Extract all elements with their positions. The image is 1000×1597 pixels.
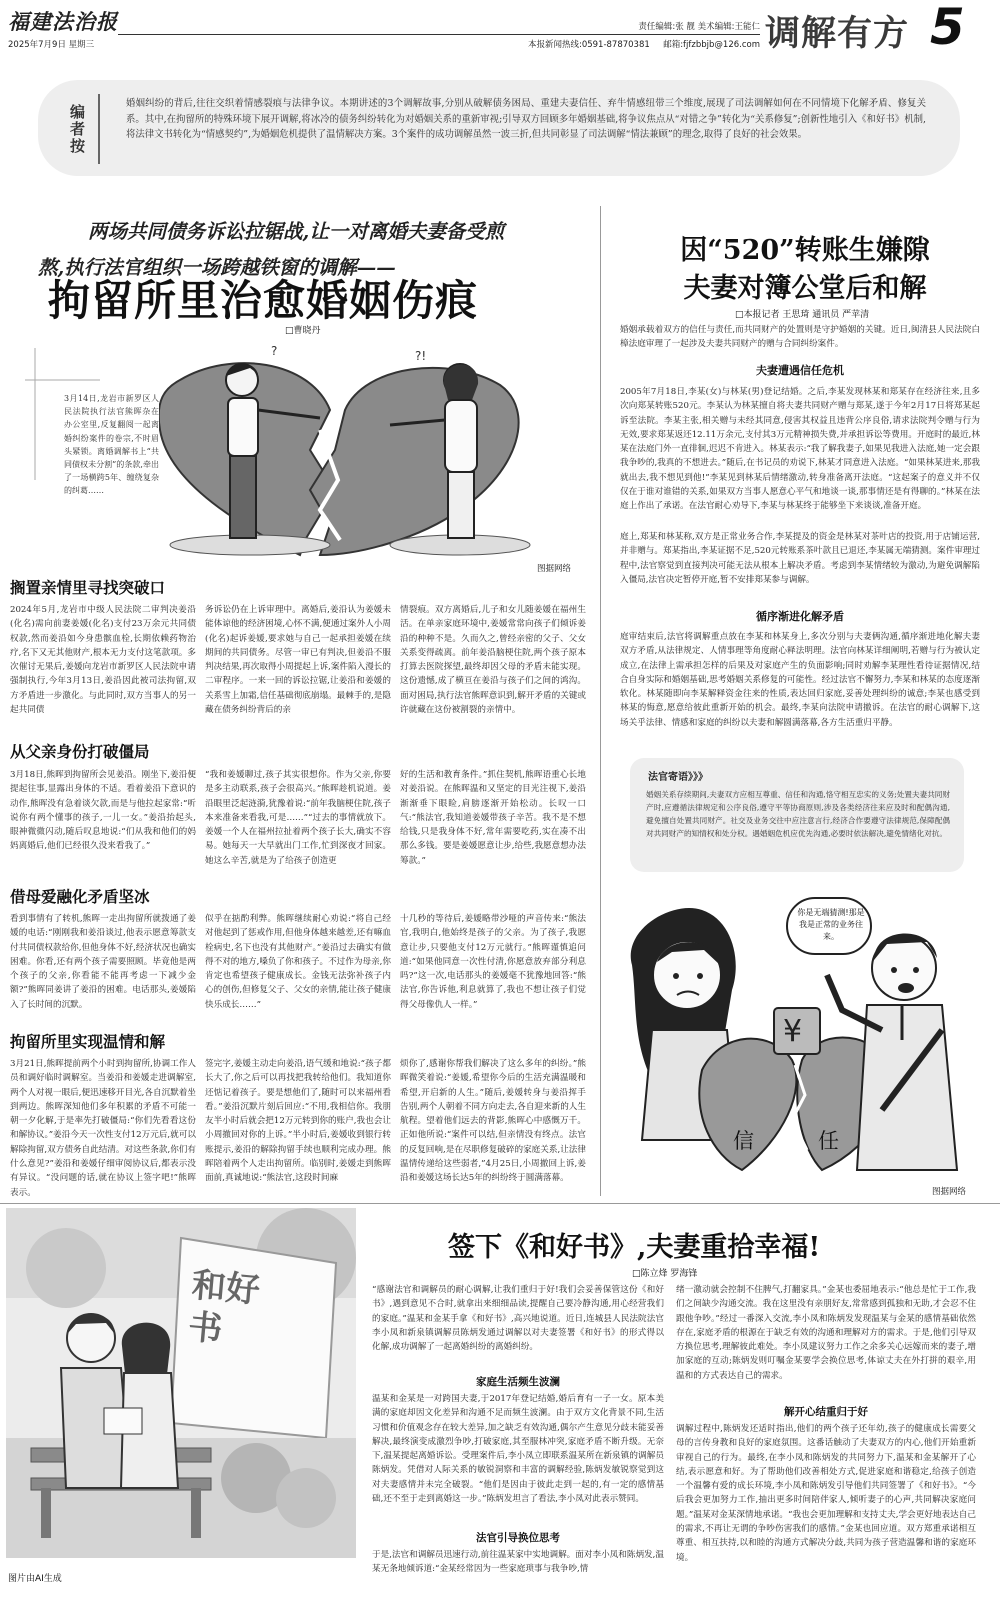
email-address: 邮箱:fjfzbbjb@126.com (663, 40, 760, 50)
article1-section3-title: 借母爱融化矛盾坚冰 (10, 888, 150, 906)
page-number: 5 (930, 0, 965, 56)
section-title: 调解有方 (765, 13, 910, 54)
article3-col2-text2: 调解过程中,陈炳发还适时指出,他们的两个孩子还年幼,孩子的健康成长需要父母的言传身教和良好的家庭氛围。这番话触动了夫妻双方的内心,他们开始重新审视自己的行为。最终,在李小凤和陈炳发的共同努力下,温某和金某解开了心结,表示愿意和好。为了帮助他们改善相处方式,促进家庭和谐稳定,给孩子创造一个温馨有爱的成长环境,李小凤和陈炳发引导他们共同签署了《和好书》。“今后我会更加努力工作,抽出更多时间陪伴家人,倾听妻子的心声,共同解决家庭问题。”温某对金某深情地承诺。“我也会更加理解和支持丈夫,学会更好地表达自己的需求,不再让无谓的争吵伤害我们的感情。”金某也回应道。双方郑重承诺相互尊重、相互扶持,以和睦的沟通方式解决分歧,共同为孩子营造温馨和谐的家庭环境。 (676, 1424, 976, 1563)
article3-col1-subtitle2: 法官引导换位思考 (476, 1532, 560, 1544)
editor-note-box (38, 80, 960, 176)
paper-name: 福建法治报 (8, 9, 118, 34)
article1-title: 拘留所里治愈婚姻伤痕 (48, 276, 479, 325)
editors-credit: 责任编辑:张 靓 美术编辑:王能仁 (638, 22, 760, 32)
article1-byline: □曹晓丹 (285, 326, 321, 336)
judge-message-title: 法官寄语》》》 (648, 772, 708, 783)
issue-date: 2025年7月9日 (8, 40, 66, 50)
article3-col1-lead: “感谢法官和调解员的耐心调解,让我们重归于好!我们会妥善保管这份《和好书》,遇到意见不合时,就拿出来细细品读,提醒自己要冷静沟通,用心经营我们的家庭。”温某和金某手拿《和好书》,高兴地说道。近日,连城县人民法院法官李小凤和新泉镇调解员陈炳发通过调解以对夫妻签署《和好书》的形式得以化解,成功调解了一起离婚纠纷的离婚纠纷。 (372, 1285, 664, 1353)
article3-col1-subtitle1: 家庭生活频生波澜 (476, 1376, 560, 1388)
article3-col1-text2: 于是,法官和调解员迅速行动,前往温某家中实地调解。面对李小凤和陈炳发,温某无条地倾诉道:“金某经常因为一些家庭琐事与我争吵,情 (372, 1550, 664, 1575)
article2-title-2: 夫妻对簿公堂后和解 (683, 273, 927, 304)
article1-section2-col3: 好的生活和教育条件。”抓住契机,熊晖语重心长地对姜沿说。在熊晖温和又坚定的目光注视下,姜沿渐渐垂下眼睑,肩膀逐渐开始松动。长叹一口气:“熊法官,我知道姜媛带孩子辛苦。我不是不想给钱,只是我身体不好,常年需要吃药,实在凑不出那么多钱。要是姜媛愿意让步,给些,我愿意想办法筹款。” (400, 770, 586, 866)
article3-image-caption: 图片由AI生成 (8, 1574, 62, 1584)
article1-section3-col2: 似乎在掂酌利弊。熊晖继续耐心劝说:“将自己经对他起到了惩戒作用,但他身体越来越差,还有嘛血栓病史,名下也没有其他财产。”姜沿过去确实有做得不对的地方,嗓负了你和孩子。不过作为母亲,你肯定也希望孩子健康成长。金钱无法弥补孩子内心的创伤,但修复父子、父女的亲情,能让孩子健康快乐成长……” (205, 914, 391, 1010)
article1-section1-title: 搁置亲情里寻找突破口 (10, 579, 166, 597)
article2-byline: □本报记者 王思琦 通讯员 严苹清 (735, 310, 870, 320)
article1-section3-col3: 十几秒的等待后,姜媛略带沙哑的声音传来:“熊法官,我明白,他始终是孩子的父亲。为了孩子,我愿意让步,只要他支付12万元就行。”熊晖谨慎追问道:“如果他同意一次性付清,你愿意放弃部分利息吗?”这一次,电话那头的姜媛毫不犹豫地回答:“熊法官,你告诉他,利息就算了,我也不想让孩子们觉得父母像仇人一样。” (400, 914, 586, 1010)
issue-weekday: 星期三 (68, 40, 95, 50)
svg-text:?: ? (271, 344, 278, 358)
news-hotline: 本报新闻热线:0591-87870381 (527, 40, 650, 50)
article1-section4-title: 拘留所里实现温情和解 (10, 1033, 166, 1051)
svg-text:?!: ?! (415, 349, 427, 363)
article3-col1-text1: 温某和金某是一对跨国夫妻,于2017年登记结婚,婚后育有一子一女。原本美满的家庭却因文化差异和沟通不足而频生波澜。由于双方文化背景不同,生活习惯和价值观念存在较大差异,加之缺乏有效沟通,偶尔产生意见分歧未能妥善解决,最终演变成激烈争吵,打破家庭,其至服林冲突,家庭矛盾不断升级。无奈下,温某提起离婚诉讼。受理案件后,李小凤立即联系温某所在新泉镇的调解员陈炳发。凭借对人际关系的敏锐洞察和丰富的调解经验,陈炳发敏锐察觉到这对夫妻感情并未完全破裂。“他们是因由于彼此走到一起的,有一定的感情基础,还不至于走到离婚这一步。”陈炳发坦言了看法,李小凤对此表示赞同。 (372, 1394, 664, 1505)
svg-text:¥: ¥ (783, 1014, 803, 1049)
article1-section1-col1: 2024年5月,龙岩市中级人民法院二审判决姜沿(化名)需向前妻姜媛(化名)支付23万余元共同债权款,然而姜沿如今身患髌血栓,长期依赖药物治疗,名下又无其他财产,根本无力支付这笔款项。多次催讨无果后,姜媛向龙岩市新罗区人民法院申请强制执行,今年3月13日,姜沿因此被司法拘留,双方矛盾进一步激化。与此同时,双方当事人的另一起共同债 (10, 605, 196, 716)
article2-lead: 婚姻承载着双方的信任与责任,而共同财产的处置则是守护婚姻的关键。近日,闽清县人民法院白樟法庭审理了一起涉及夫妻共同财产的赠与合同纠纷案件。 (620, 325, 980, 350)
article1-kicker-2: 熬,执行法官组织一场跨越铁窗的调解—— (38, 256, 396, 279)
article2-section1-title: 夫妻遭遇信任危机 (756, 364, 844, 377)
editor-note-label: 编者按 (70, 103, 86, 155)
article3-col2-subtitle: 解开心结重归于好 (784, 1406, 868, 1418)
article1-section2-col2: “我和姜媛聊过,孩子其实很想你。作为父亲,你要是多主动联系,孩子会很高兴。”熊晖趁机说道。姜沿眼里泛起涟漪,犹豫着说:“前年我脑梗住院,孩子本来准备来看我,可是……”“过去的事情就放下。姜媛一个人在福州拉扯着两个孩子长大,确实不容易。她每天一大早就出门工作,忙到深夜才回家。她这么辛苦,就是为了给孩子创造更 (205, 770, 391, 866)
article1-section2-col1: 3月18日,熊晖到拘留所会见姜沿。刚坐下,姜沿便提起往事,显露出身体的不适。看着姜沿下意识的动作,熊晖没有急着谈欠款,而是与他拉起家常:“听说你有两个懂事的孩子,一儿一女。”姜沿抬起头,眼神微微闪动,随后叹息地说:“们从我和他们的妈妈离婚后,他们已经很久没来看我了。” (10, 770, 196, 852)
article1-pull-quote: 3月14日,龙岩市新罗区人民法院执行法官熊晖杂在办公室里,反复翻阅一起离婚纠纷案件的卷宗,不时眉头紧锁。离婚调解书上“共同债权未分割”的条款,牵出了一场横跨5年、缠绕复杂的纠葛…… (64, 392, 159, 498)
reconciliation-illustration (6, 1208, 356, 1558)
article1-section4-col3: 烦你了,感谢你帮我们解决了这么多年的纠纷。”熊晖微笑着说:“姜媛,希望你今后的生活充满温暖和希望,开启新的人生。”随后,姜媛转身与姜沿挥手告别,两个人朝着不同方向走去,各自迎来新的人生航程。望着他们远去的背影,熊晖心中感慨万千。正如他所说:“案件可以结,但亲情没有终点。法官的反复回响,是在尽职修复破碎的家庭关系,让法律温情传递给这些弱者,”4月25日,小周撤回上诉,姜沿和姜媛这场长达5年的纠纷终于圆满落幕。 (400, 1059, 586, 1184)
article3-title: 签下《和好书》,夫妻重拾幸福! (448, 1232, 821, 1263)
article1-section1-col2: 务诉讼仍在上诉审理中。离婚后,姜沿认为姜媛未能体谅他的经济困境,心怀不满,便通过案外人小周(化名)起诉姜媛,要求她与自己一起承担姜媛在续期间的共同债务。尽管一审已有判决,但姜沿不服判决结果,再次取得小周提起上诉,案件陷入漫长的二审程序。一来一回的诉讼拉锯,让姜沿和姜媛的关系雪上加霜,信任基础彻底崩塌。最棘手的,是隐藏在债务纠纷背后的亲 (205, 605, 391, 716)
article1-section4-col1: 3月21日,熊晖提前两个小时到拘留所,协调工作人员和调好临时调解室。当姜沿和姜媛走进调解室,两个人对视一眼后,便迅速移开目光,各自沉默着坐到两边。熊晖深知他们多年积累的矛盾不可能一朝一夕化解,于是率先打破僵局:“你们先看看这份和解协议。”姜沿今天一次性支付12万元后,就可以解除拘留,双方债务自此结清。对这些条款,你们有什么意见?”姜沿和姜媛仔细审阅协议后,都表示没有异议。“没问题的话,就在协议上签字吧!”熊晖表示。 (10, 1059, 196, 1198)
article3-byline: □陈立烽 罗海锋 (632, 1269, 698, 1279)
speech-bubble (786, 897, 872, 955)
article1-section1-col3: 情裂痕。双方离婚后,儿子和女儿随姜媛在福州生活。在单亲家庭环境中,姜媛常常向孩子们倾诉姜沿的种种不是。久而久之,曾经亲密的父子、父女关系变得疏离。前年姜沿脑梗住院,两个孩子原本打算去医院探望,最终却因父母的矛盾未能实现。这份遗憾,成了横亘在姜沿与孩子们之间的鸿沟。面对困局,执行法官熊晖意识到,解开矛盾的关键或许就藏在这份被割裂的亲情中。 (400, 605, 586, 716)
article1-section2-title: 从父亲身份打破僵局 (10, 743, 150, 761)
judge-message-text: 婚姻关系存续期间,夫妻双方应相互尊重、信任和沟通,恪守相互忠实的义务;处置夫妻共同财产时,应遵循法律规定和公序良俗,遵守平等协商原则,涉及各类经济往来应及时和配偶沟通,避免擅自处置共同财产。社交及业务交往中应注意言行,经济合作要遵守法律规范,保障配偶对共同财产的知情权和处分权。遇婚姻危机应优先沟通,必要时依法解决,避免情绪化对抗。 (646, 790, 950, 838)
article3-col2-text1: 绪一激动就会控制不住脾气,打翻家具。”金某也委屈地表示:“他总是忙于工作,我们之间缺少沟通交流。我在这里没有亲朋好友,常常感到孤独和无助,才会忍不住跟他争吵。”经过一番深入交流,李小凤和陈炳发发现温某与金某的感情基础依然存在,家庭矛盾的根源在于缺乏有效的沟通和理解对方的需求。于是,他们引导双方换位思考,理解彼此难处。李小凤建议努力工作之余多关心远嫁而来的妻子,增加家庭的互动;陈炳发则叮嘱金某要学会换位思考,体谅丈夫在外打拼的艰辛,用温和的方式表达自己的需求。 (676, 1285, 976, 1381)
article1-section4-col2: 签完字,姜媛主动走向姜沿,语气缓和地说:“孩子都长大了,你之后可以再找把我转给他们。我知道你还惦记着孩子。要是想他们了,随时可以来福州看看。”姜沿沉默片刻后回应:“不用,我相信你。我朋友半小时后就会把12万元转到你的账户,我也会让小周撤回对你的上诉。”半小时后,姜媛收到银行转账提示,姜沿的解除拘留手续也顺利完成办理。熊晖陪着两个人走出拘留所。临别时,姜媛走到熊晖面前,真诚地说:“熊法官,这段时间麻 (205, 1059, 391, 1184)
article2-image-credit: 图据网络 (932, 1187, 967, 1197)
article1-kicker-1: 两场共同债务诉讼拉锯战,让一对离婚夫妻备受煎 (88, 220, 505, 243)
article1-image-credit: 图据网络 (537, 564, 572, 574)
article2-section1-text: 2005年7月18日,李某(女)与林某(男)登记结婚。之后,李某发现林某和郑某存在经济往来,且多次向郑某转账520元。李某认为林某擅自将夫妻共同财产赠与郑某,遂于今年2月17日将郑某起诉至法院。李某主张,相关赠与未经其同意,侵害其权益且违背公序良俗,请求法院判令赠与行为无效,要求郑某返还12.11万余元,支付其3万元精神损失费,并承担诉讼等费用。开庭时的最近,林某在法庭门外一直徘徊,迟迟不肯进入。林某表示:“我了解我妻子,如果见我进入法庭,她一定会跟我争吵的,我真的不想进去。”随后,在书记员的劝说下,林某才同意进入法庭。“如果林某进来,那我就出去,我不想见到他!”李某见到林某后情绪激动,转身准备离开法庭。“这起案子的意义并不仅仅在于谁对谁错的关系,如果双方当事人愿意心平气和地谈一谈,那事情还是有得聊的。”林某在法庭上作出了承诺。在法官耐心劝导下,李某与林某终于能够坐下来谈谈,准备开庭。 (620, 387, 980, 512)
article2-section2-text: 庭审结束后,法官将调解重点放在李某和林某身上,多次分别与夫妻俩沟通,循序渐进地化解夫妻双方矛盾,从法律规定、人情事理等角度耐心释法明理。法官向林某详细阐明,若赠与行为被认定成立,在法律上需承担怎样的后果及对家庭产生的负面影响;同时劝解李某理性看待证据情况,结合自身实际和婚姻基础,思考婚姻关系修复的可能性。经过法官不懈努力,李某和林某的态度逐渐软化。林某随即向李某解释资金往来的性质,表达回归家庭,妥善处理纠纷的诚意;李某也感受到林某的悔意,愿意给彼此重新开始的机会。最终,李某向法院申请撤诉。在法官的耐心调解下,这场关乎法律、情感和家庭的纠纷以夫妻和解圆满落幕,各方生活重归平静。 (620, 632, 980, 728)
judge-message-box (630, 758, 964, 872)
article2-section2-title: 循序渐进化解矛盾 (756, 610, 844, 623)
heart-label-right: 任 (818, 1129, 839, 1153)
article2-title-1: 因“520”转账生嫌隙 (680, 235, 930, 266)
heart-label-left: 信 (733, 1129, 754, 1153)
article1-section3-col1: 看到事情有了转机,熊晖一走出拘留所就拨通了姜媛的电话:“刚刚我和姜沿谈过,他表示愿意筹款支付共同债权款给你,但他身体不好,经济状况也确实困难。你看,还有两个孩子需要照顾。毕竟他是两个孩子的父亲,你看能不能再考虑一下减少金额?”熊晖同姜讲了姜沿的困难。电话那头,姜媛陷入了长时间的沉默。 (10, 914, 196, 1010)
reconciliation-sign-text: 和好书 (186, 1265, 262, 1350)
speech-bubble-text: 你是无端猜测!那是我是正常的业务往来。 (797, 908, 865, 941)
editor-note-text: 婚姻纠纷的背后,往往交织着情感裂痕与法律争议。本期讲述的3个调解故事,分别从破解债务困局、重建夫妻信任、弃牛情感纽带三个维度,展现了司法调解如何在不同情境下化解矛盾、修复关系。其中,在拘留所的特殊环境下展开调解,将冰冷的债务纠纷转化为对婚姻关系的重新审视;引导双方回顾多年婚姻基础,将争议焦点从“对错之争”转化为“关系修复”;创新性地引入《和好书》机制,将法律文书转化为“情感契约”,为婚姻危机提供了温情解决方案。3个案件的成功调解虽然一波三折,但共同彰显了司法调解“情法兼顾”的理念,取得了良好的社会效果。 (126, 98, 926, 141)
article2-section1-text2: 庭上,郑某和林某称,双方是正常业务合作,李某提及的资金是林某对茶叶店的投资,用于店铺运营,并非赠与。郑某指出,李某证据不足,520元转账系茶叶款且已退还,李某属无端猜测。案件审理过程中,法官察觉到直接判决可能无法从根本上解决矛盾。考虑到李某情绪较为激动,为避免调解陷入僵局,法官决定暂停开庭,暂不安排郑某参与调解。 (620, 532, 980, 585)
